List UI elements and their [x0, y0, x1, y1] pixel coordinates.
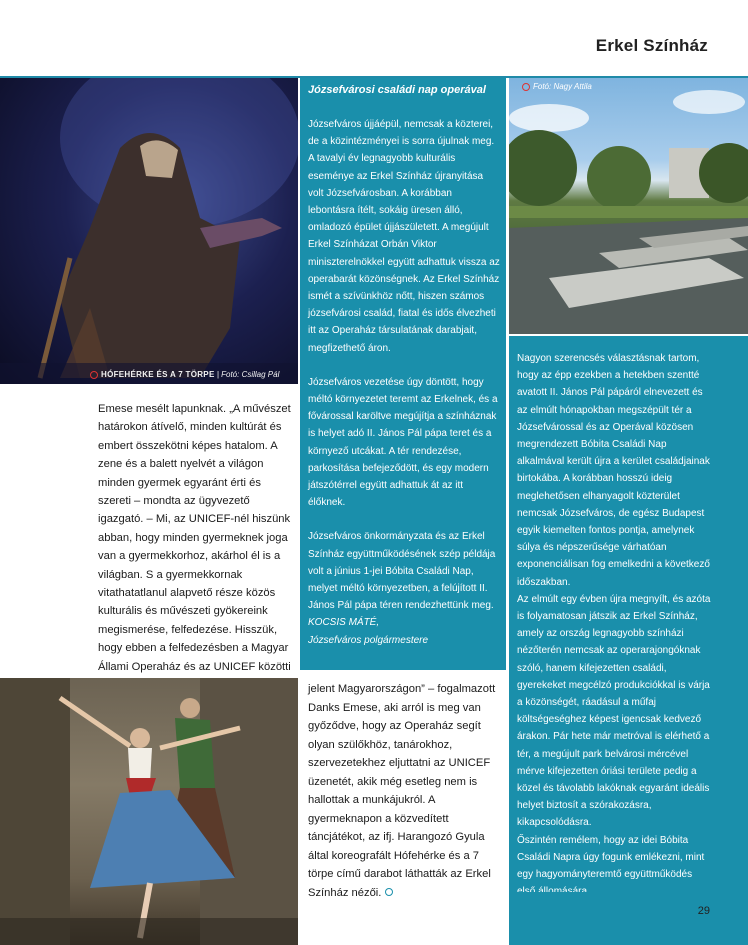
section-title: Erkel Színház: [595, 36, 708, 55]
ballet-photo: [0, 678, 298, 945]
article-end-icon: [385, 888, 393, 896]
bottom-strip: [509, 892, 748, 945]
sidebar-title: Józsefvárosi családi nap operával: [308, 84, 486, 96]
quote-body: [517, 350, 713, 935]
article-text-middle: [308, 680, 504, 902]
quote-paragraph: Őszintén remélem, hogy az idei Bóbita Családi Napra úgy fogunk emlékezni, mint egy hagyományteremtő együttműködés: [517, 834, 705, 881]
page-number: 29: [697, 905, 710, 917]
sidebar-body: [308, 116, 500, 649]
quote-paragraph: Az elmúlt egy évben újra megnyílt, és azóta is folyamatosan játszik az Erkel Színház, amely az ország legnagyobb színházi nézőterén nemcsak az operarajongóknak szóló, hanem kifejezetten családi, gyerekeket megcélzó produkciókkal is várja a közönségét, ráadásul a műfaj költségeséghez képest igencsak kedvező árakon. Pár hete már metróval is elérhető a tér, a megújult park belvárosi mércével mérve kifejezetten óriási területe pedig a közel és távolabb lakóknak egyaránt ideális helyet biztosít a szórakozásra, kikapcsolódásra.: [517, 593, 711, 829]
caption-credit: Fotó: Nagy Attila: [533, 82, 592, 91]
caption-credit: | Fotó: Csillag Pál: [214, 370, 280, 379]
caption-title: HÓFEHÉRKE ÉS A 7 TÖRPE: [101, 370, 215, 379]
article-text-middle-content: jelent Magyarországon” – fogalmazott Danks Emese, aki arról is meg van győződve, hogy az Operaház segít olyan szülőkhöz, tanárokhoz, szervezetekhez eljuttatni az UNICEF üzenetét, akik még esetleg nem is hallottak a munkájukról. A gyermeknapon a közvedített táncjátékot, az ifj. Harangozó Gyula által koreografált Hófehérke és a 7 törpe című darabot láthatták az Erkel Színház nézői.: [308, 683, 496, 899]
park-photo: [509, 78, 748, 334]
quote-paragraph: Nagyon szerencsés választásnak tartom, hogy az épp ezekben a hetekben szentté avatott II. János Pál pápáról elnevezett és az elmúlt hónapokban megszépült tér a Józsefvárossal és az Operával közösen megrendezett Bóbita Családi Nap alkalmával került újra a kerület családjainak birtokába. A korábban hosszú ideig meglehetősen elhanyagolt közterület nemcsak Józsefváros, de egész Budapest egyik kiemelten fontos pontja, amelynek súlya és népszerűsége várhatóan exponenciálisan fog emelkedni a következő időszakban.: [517, 353, 710, 588]
sidebar-paragraph: Józsefváros vezetése úgy döntött, hogy méltó környezetet teremt az Erkelnek, és a fővárossal karöltve megújítja a színháznak is helyet adó II. János Pál pápa teret és a környező utcákat. A tér rendezése, parkosítása befejeződött, és egy modern játszótérrel együtt adhattuk át az itt élőknek.: [308, 376, 498, 509]
quote-box: [509, 336, 719, 892]
witch-photo-caption: [90, 370, 279, 379]
sidebar-box: [300, 78, 506, 670]
caption-bullet-icon: [522, 83, 530, 91]
sidebar-paragraph: Józsefváros újjáépül, nemcsak a közterei, de a közintézményei is sorra újulnak meg. A tavalyi év legnagyobb kulturális eseménye az Erkel Színház újranyitása volt Józsefvárosban. A korábban lebontásra ítélt, sokáig üresen álló, omladozó épület újjászületett. A megújult Erkel Színházat Orbán Viktor miniszterelnökkel együtt adhattuk vissza az operabarát közönségnek. Az Erkel Színház ismét a szívünkhöz nőtt, hiszen számos józsefvárosi család, fiatal és idős élvezheti itt az Operaház társulatának darabjait, megfizethető áron.: [308, 119, 500, 354]
sidebar-signature-name: KOCSIS MÁTÉ,: [308, 617, 380, 629]
right-box-extension: [719, 336, 748, 892]
park-photo-caption: [522, 82, 592, 91]
witch-photo: [0, 78, 298, 384]
sidebar-paragraph: Józsefváros önkormányzata és az Erkel Színház együttműködésének szép példája volt a június 1-jei Bóbita Családi Nap, melyet méltó környezetben, a felújított II. János Pál pápa téren rendezhettünk meg.: [308, 531, 496, 612]
sidebar-signature-role: Józsefváros polgármestere: [308, 634, 429, 646]
article-text-left: Emese mesélt lapunknak. „A művészet határokon átívelő, minden kultúrát és embert összekötni képes hatalom. A zene és a balett nyelvét a világon minden gyermek egyaránt érti és szereti – mondta az ügyvezető igazgató. – Mi, az UNICEF-nél hiszünk abban, hogy minden gyermeknek joga van a gyermekkorhoz, akárhol él is a világban. S a gyermekkornak vitathatatlanul alapvető része közös kulturális és művészeti gyökereink megismerése, felfedezése. Hisszük, hogy ebben a felfedezésben a Magyar Állami Operaház és az UNICEF közötti: [98, 403, 291, 673]
caption-bullet-icon: [90, 371, 98, 379]
